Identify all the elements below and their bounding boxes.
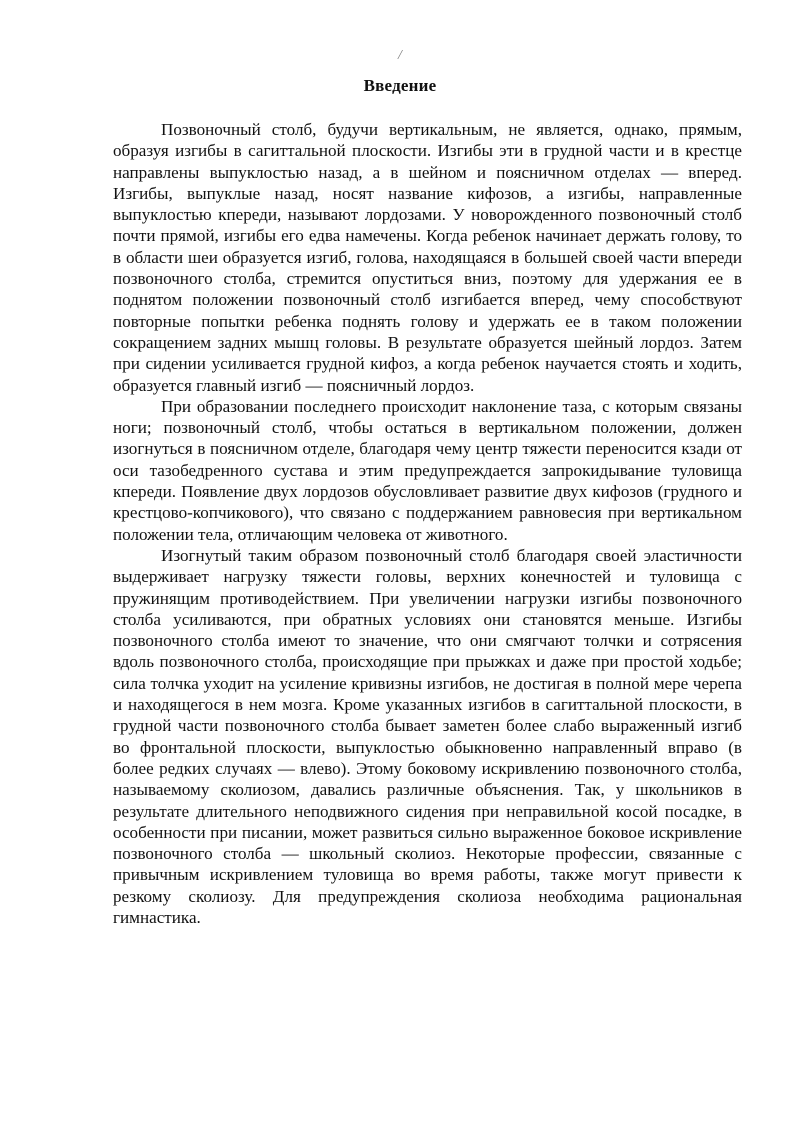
paragraph-1: Позвоночный столб, будучи вертикальным, не является, однако, прямым, образуя изгибы в сагиттальной плоскости. Изгибы эти в грудной части и в крестце направлены выпуклостью назад, а в шейном и поясничном отделах — вперед. Изгибы, выпуклые назад, носят название кифозов, а изгибы, направленные выпуклостью кпереди, называют лордозами. У новорожденного позвоночный столб почти прямой, изгибы его едва намечены. Когда ребенок начинает держать голову, то в области шеи образуется изгиб, голова, находящаяся в большей своей части впереди позвоночного столба, стремится опуститься вниз, поэтому для удержания ее в поднятом положении позвоночный столб изгибается вперед, чему способствуют повторные попытки ребенка поднять голову и удержать ее в таком положении сокращением задних мышц головы. В результате образуется шейный лордоз. Затем при сидении усиливается грудной кифоз, а когда ребенок научается стоять и ходить, образуется главный изгиб — поясничный лордоз. xyxy=(113,120,742,395)
page-title: Введение xyxy=(363,76,437,95)
page-number: / xyxy=(398,48,402,63)
body-text xyxy=(113,119,742,928)
paragraph-2: При образовании последнего происходит наклонение таза, с которым связаны ноги; позвоночный столб, чтобы остаться в вертикальном положении, должен изогнуться в поясничном отделе, благодаря чему центр тяжести переносится кзади от оси тазобедренного сустава и этим предупреждается запрокидывание туловища кпереди. Появление двух лордозов обусловливает развитие двух кифозов (грудного и крестцово-копчикового), что связано с поддержанием равновесия при вертикальном положении тела, отличающим человека от животного. xyxy=(113,396,742,544)
paragraph-3: Изогнутый таким образом позвоночный столб благодаря своей эластичности выдерживает нагрузку тяжести головы, верхних конечностей и туловища с пружинящим противодействием. При увеличении нагрузки изгибы позвоночного столба усиливаются, при обратных условиях они становятся меньше. Изгибы позвоночного столба имеют то значение, что они смягчают толчки и сотрясения вдоль позвоночного столба, происходящие при прыжках и даже при простой ходьбе; сила толчка уходит на усиление кривизны изгибов, не достигая в полной мере черепа и находящегося в нем мозга. Кроме указанных изгибов в сагиттальной плоскости, в грудной части позвоночного столба бывает заметен более слабо выраженный изгиб во фронтальной плоскости, выпуклостью обыкновенно направленный вправо (в более редких случаях — влево). Этому боковому искривлению позвоночного столба, называемому сколиозом, давались различные объяснения. Так, у школьников в результате длительного неподвижного сидения при неправильной косой посадке, в особенности при писании, может развиться сильно выраженное боковое искривление позвоночного столба — школьный сколиоз. Некоторые профессии, связанные с привычным искривлением туловища во время работы, также могут привести к резкому сколиозу. Для предупреждения сколиоза необходима рациональная гимнастика. xyxy=(113,545,742,927)
